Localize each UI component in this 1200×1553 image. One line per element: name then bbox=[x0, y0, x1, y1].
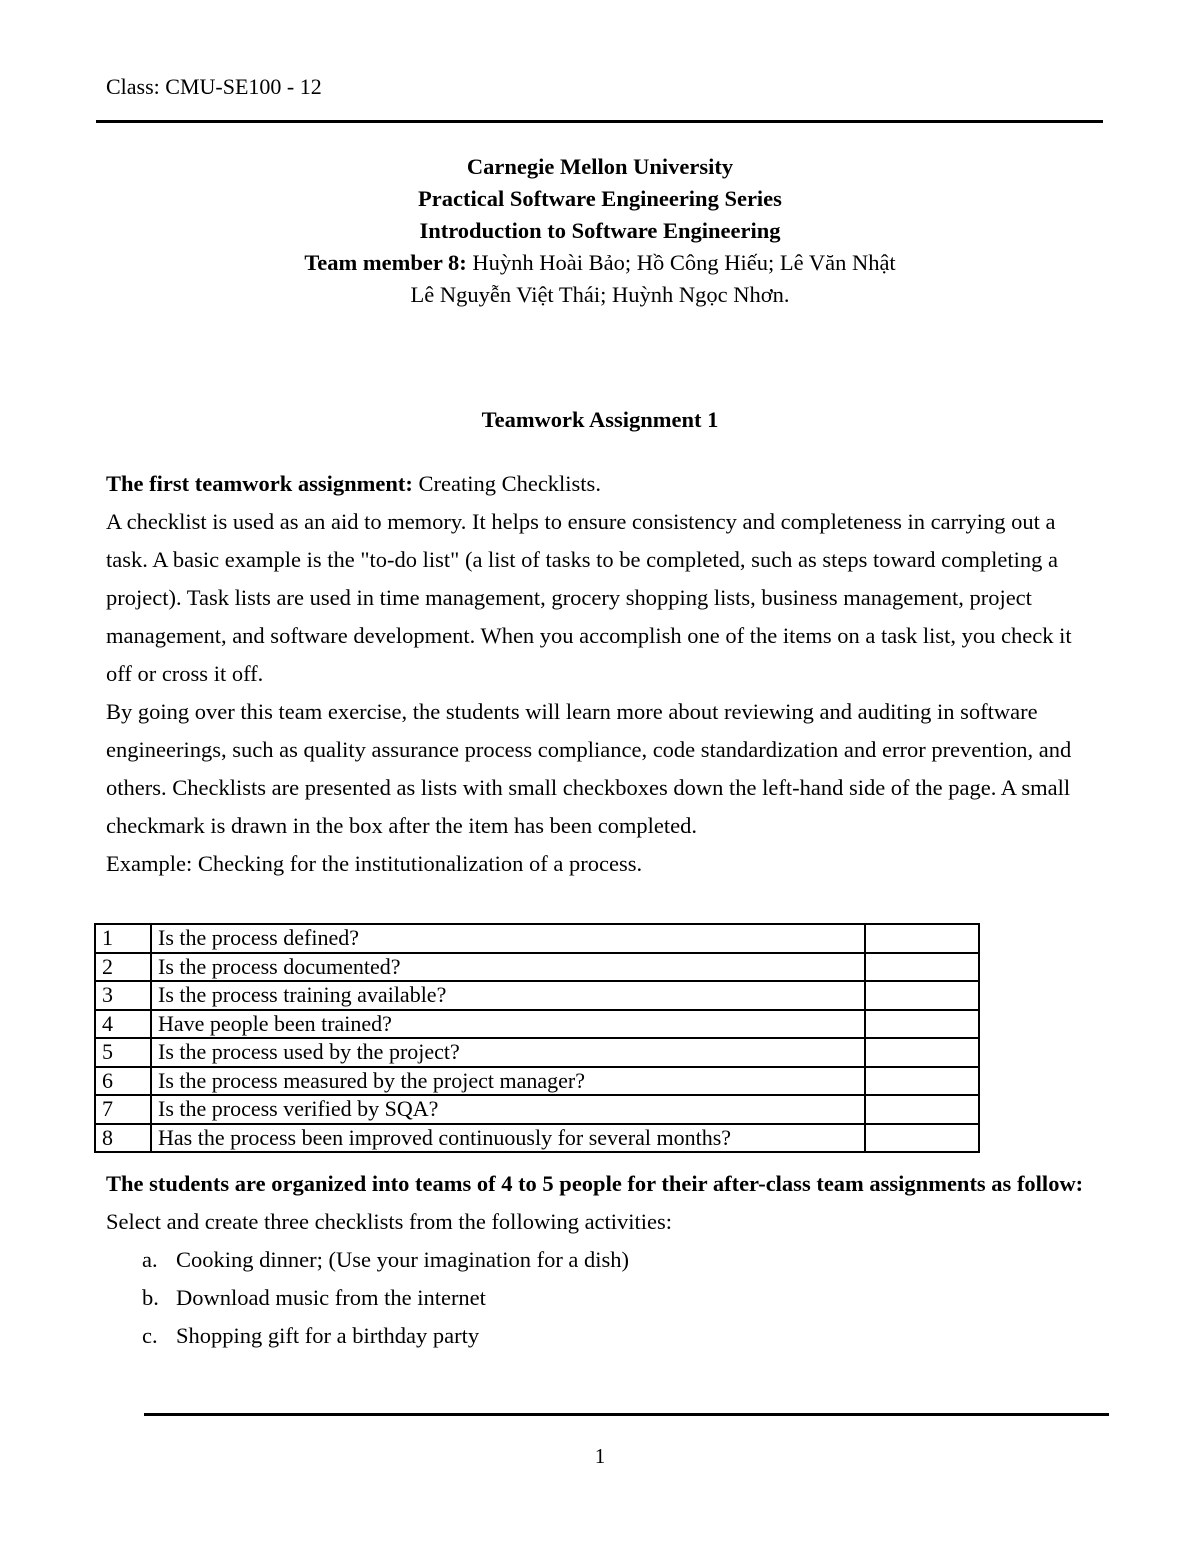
item-number: 1 bbox=[95, 924, 151, 953]
item-question: Is the process defined? bbox=[151, 924, 865, 953]
checkbox-cell bbox=[865, 1038, 979, 1067]
activity-list bbox=[106, 1241, 1106, 1355]
course-name: Introduction to Software Engineering bbox=[419, 218, 781, 243]
example-line: Example: Checking for the institutionalization of a process. bbox=[106, 851, 643, 876]
item-number: 3 bbox=[95, 981, 151, 1010]
bottom-divider bbox=[144, 1413, 1109, 1416]
team-organization-text: The students are organized into teams of 4 to 5 people for their after-class team assignments as follow: bbox=[106, 1171, 1084, 1196]
series-name: Practical Software Engineering Series bbox=[418, 186, 782, 211]
table-row bbox=[95, 1067, 979, 1096]
table-row bbox=[95, 1038, 979, 1067]
class-line: Class: CMU-SE100 - 12 bbox=[106, 74, 322, 99]
paragraph-exercise-goal: By going over this team exercise, the students will learn more about reviewing and auditing in software engineerings, such as quality assurance process compliance, code standardization and error prevention, and others. Checklists are presented as lists with small checkboxes down the left-hand side of the page. A small checkmark is drawn in the box after the item has been completed. bbox=[106, 699, 1072, 838]
item-question: Is the process documented? bbox=[151, 953, 865, 982]
process-checklist-table bbox=[94, 923, 980, 1153]
university-name: Carnegie Mellon University bbox=[466, 154, 734, 179]
paragraph-checklist-definition: A checklist is used as an aid to memory. It helps to ensure consistency and completeness in carrying out a task. A basic example is the "to-do list" (a list of tasks to be completed, such as steps toward completing a project). Task lists are used in time management, grocery shopping lists, business management, project management, and software development. When you accomplish one of the items on a task list, you check it off or cross it off. bbox=[106, 509, 1072, 686]
item-question: Is the process measured by the project manager? bbox=[151, 1067, 865, 1096]
table-row bbox=[95, 1010, 979, 1039]
list-marker: b. bbox=[142, 1285, 159, 1310]
list-marker: a. bbox=[142, 1247, 158, 1272]
list-item bbox=[106, 1317, 1106, 1355]
list-marker: c. bbox=[142, 1323, 158, 1348]
intro-text: Creating Checklists. bbox=[412, 471, 601, 496]
checkbox-cell bbox=[865, 1010, 979, 1039]
table-row bbox=[95, 1095, 979, 1124]
activity-text: Shopping gift for a birthday party bbox=[176, 1323, 480, 1348]
checkbox-cell bbox=[865, 1067, 979, 1096]
item-number: 6 bbox=[95, 1067, 151, 1096]
checkbox-cell bbox=[865, 1124, 979, 1153]
table-row bbox=[95, 924, 979, 953]
team-members-line-2: Lê Nguyễn Việt Thái; Huỳnh Ngọc Nhơn. bbox=[410, 282, 790, 307]
item-number: 4 bbox=[95, 1010, 151, 1039]
item-number: 5 bbox=[95, 1038, 151, 1067]
activity-text: Cooking dinner; (Use your imagination for a dish) bbox=[176, 1247, 630, 1272]
list-item bbox=[106, 1241, 1106, 1279]
intro-line bbox=[106, 465, 1100, 503]
intro-label: The first teamwork assignment: bbox=[106, 471, 413, 496]
checkbox-cell bbox=[865, 924, 979, 953]
team-label: Team member 8: bbox=[304, 250, 467, 275]
item-number: 8 bbox=[95, 1124, 151, 1153]
team-members-names-1: Huỳnh Hoài Bảo; Hồ Công Hiếu; Lê Văn Nhật bbox=[466, 250, 896, 275]
checkbox-cell bbox=[865, 1095, 979, 1124]
checkbox-cell bbox=[865, 953, 979, 982]
item-question: Is the process training available? bbox=[151, 981, 865, 1010]
top-divider bbox=[96, 120, 1103, 123]
item-number: 2 bbox=[95, 953, 151, 982]
list-item bbox=[106, 1279, 1106, 1317]
item-question: Has the process been improved continuously for several months? bbox=[151, 1124, 865, 1153]
assignment-instructions bbox=[106, 1165, 1106, 1355]
activity-text: Download music from the internet bbox=[176, 1285, 486, 1310]
table-row bbox=[95, 953, 979, 982]
item-question: Is the process verified by SQA? bbox=[151, 1095, 865, 1124]
assignment-intro bbox=[106, 465, 1100, 883]
select-instruction: Select and create three checklists from the following activities: bbox=[106, 1209, 673, 1234]
team-members-line-1 bbox=[0, 247, 1200, 279]
table-row bbox=[95, 1124, 979, 1153]
page-number: 1 bbox=[594, 1444, 606, 1468]
checkbox-cell bbox=[865, 981, 979, 1010]
assignment-title: Teamwork Assignment 1 bbox=[481, 407, 719, 432]
item-question: Have people been trained? bbox=[151, 1010, 865, 1039]
table-row bbox=[95, 981, 979, 1010]
document-header bbox=[0, 151, 1200, 311]
item-number: 7 bbox=[95, 1095, 151, 1124]
item-question: Is the process used by the project? bbox=[151, 1038, 865, 1067]
